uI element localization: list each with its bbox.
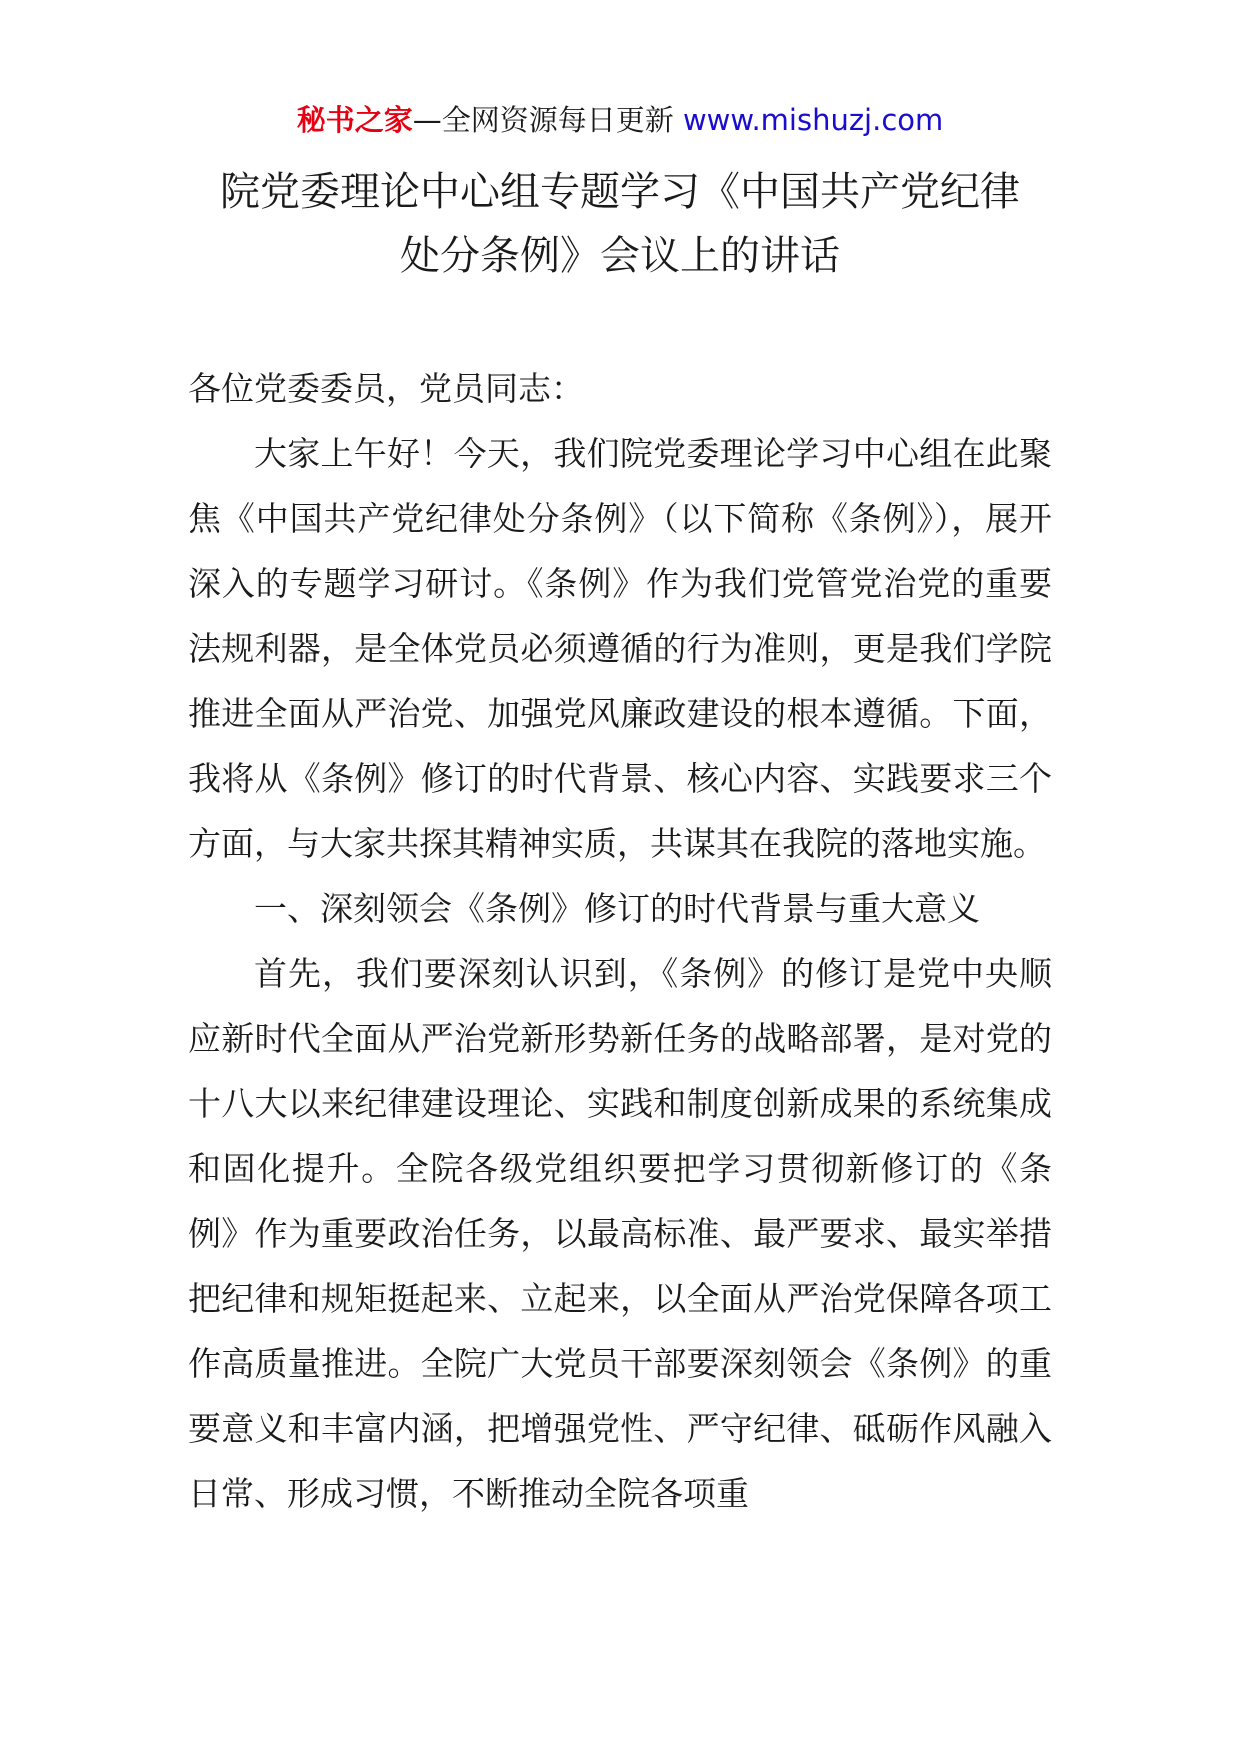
title-line-2: 处分条例》会议上的讲话	[400, 233, 840, 279]
paragraph-1: 大家上午好！今天，我们院党委理论学习中心组在此聚焦《中国共产党纪律处分条例》（以下简称《条例》），展开深入的专题学习研讨。《条例》作为我们党管党治党的重要法规利器，是全体党员必须遵循的行为准则，更是我们学院推进全面从严治党、加强党风廉政建设的根本遵循。下面，我将从《条例》修订的时代背景、核心内容、实践要求三个方面，与大家共探其精神实质，共谋其在我院的落地实施。	[188, 434, 1052, 863]
salutation: 各位党委委员，党员同志：	[188, 369, 584, 408]
brand-name: 秘书之家	[296, 103, 413, 137]
section-heading-1: 一、深刻领会《条例》修订的时代背景与重大意义	[254, 889, 980, 928]
header-tagline: —全网资源每日更新	[412, 103, 674, 137]
site-url[interactable]: www.mishuzj.com	[682, 103, 944, 137]
document-body	[188, 356, 1052, 1526]
paragraph-2: 首先，我们要深刻认识到，《条例》的修订是党中央顺应新时代全面从严治党新形势新任务的战略部署，是对党的十八大以来纪律建设理论、实践和制度创新成果的系统集成和固化提升。全院各级党组织要把学习贯彻新修订的《条例》作为重要政治任务，以最高标准、最严要求、最实举措把纪律和规矩挺起来、立起来，以全面从严治党保障各项工作高质量推进。全院广大党员干部要深刻领会《条例》的重要意义和丰富内涵，把增强党性、严守纪律、砥砺作风融入日常、形成习惯，不断推动全院各项重	[188, 954, 1052, 1513]
document-title	[150, 160, 1090, 288]
title-line-1: 院党委理论中心组专题学习《中国共产党纪律	[220, 169, 1020, 215]
site-header	[0, 100, 1240, 140]
